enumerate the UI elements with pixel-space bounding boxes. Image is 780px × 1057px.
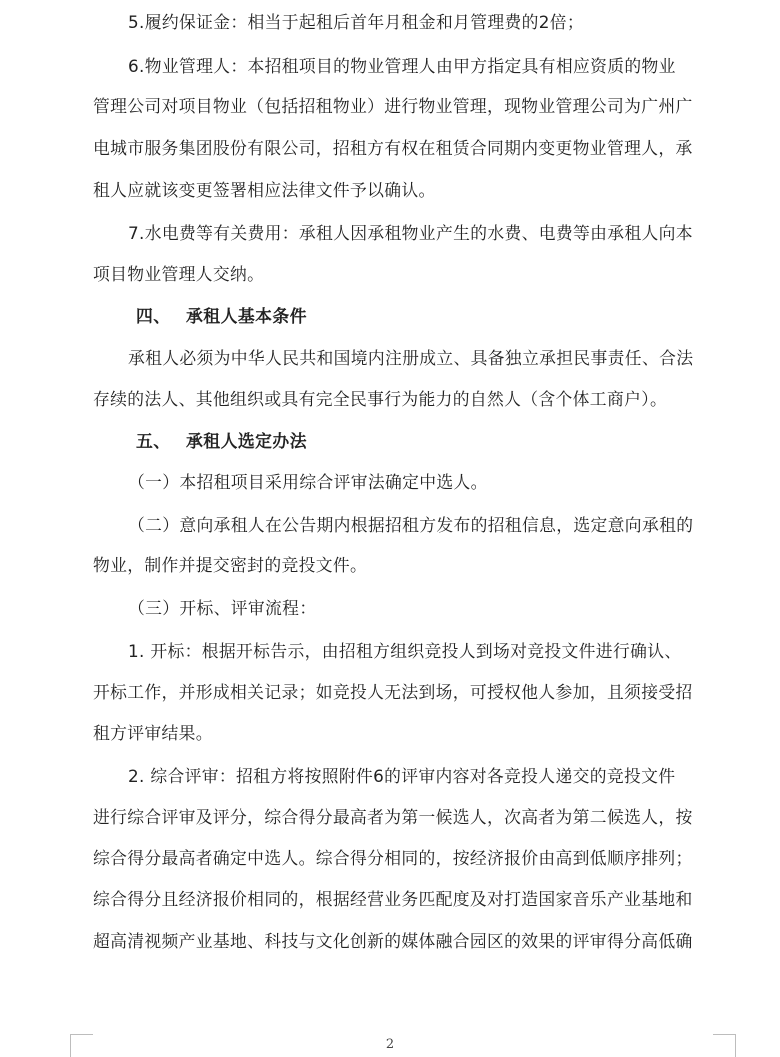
step-1-line-3: 租方评审结果。 [93,723,213,743]
step-2-line-3: 综合得分最高者确定中选人。综合得分相同的，按经济报价由高到低顺序排列； [93,848,693,868]
paragraph-property-manager-line-4: 租人应就该变更签署相应法律文件予以确认。 [93,180,436,200]
section-4-body-line-2: 存续的法人、其他组织或具有完全民事行为能力的自然人（含个体工商户）。 [93,389,668,409]
section-4-number: 四、 [136,306,171,326]
paragraph-property-manager-line-3: 电城市服务集团股份有限公司，招租方有权在租赁合同期内变更物业管理人，承 [93,138,693,158]
paragraph-utilities-line-2: 项目物业管理人交纳。 [93,264,265,284]
section-4-heading [136,296,307,336]
paragraph-property-manager-line-2: 管理公司对项目物业（包括招租物业）进行物业管理，现物业管理公司为广州广 [93,96,693,116]
section-5-heading [136,421,307,461]
step-1-line-2: 开标工作，并形成相关记录；如竞投人无法到场，可授权他人参加，且须接受招 [93,682,693,702]
section-5-item-1: （一）本招租项目采用综合评审法确定中选人。 [128,472,488,492]
paragraph-deposit: 5.履约保证金：相当于起租后首年月租金和月管理费的2倍； [128,12,585,32]
section-4-body-line-1: 承租人必须为中华人民共和国境内注册成立、具备独立承担民事责任、合法 [128,348,694,368]
step-2-line-4: 综合得分且经济报价相同的，根据经营业务匹配度及对打造国家音乐产业基地和 [93,889,693,909]
step-2-line-2: 进行综合评审及评分，综合得分最高者为第一候选人，次高者为第二候选人，按 [93,807,693,827]
section-5-item-2-line-1: （二）意向承租人在公告期内根据招租方发布的招租信息，选定意向承租的 [128,515,694,535]
page-number: 2 [385,1037,395,1052]
section-5-number: 五、 [136,431,171,451]
step-1-line-1: 1. 开标：根据开标告示，由招租方组织竞投人到场对竞投文件进行确认、 [128,641,682,661]
section-4-title: 承租人基本条件 [186,306,307,326]
step-2-line-1: 2. 综合评审：招租方将按照附件6的评审内容对各竞投人递交的竞投文件 [128,766,676,786]
section-5-item-2-line-2: 物业，制作并提交密封的竞投文件。 [93,555,368,575]
step-2-line-5: 超高清视频产业基地、科技与文化创新的媒体融合园区的效果的评审得分高低确 [93,931,693,951]
section-5-title: 承租人选定办法 [186,431,307,451]
paragraph-utilities-line-1: 7.水电费等有关费用：承租人因承租物业产生的水费、电费等由承租人向本 [128,223,693,243]
section-5-item-3: （三）开标、评审流程： [128,598,317,618]
paragraph-property-manager-line-1: 6.物业管理人：本招租项目的物业管理人由甲方指定具有相应资质的物业 [128,56,676,76]
